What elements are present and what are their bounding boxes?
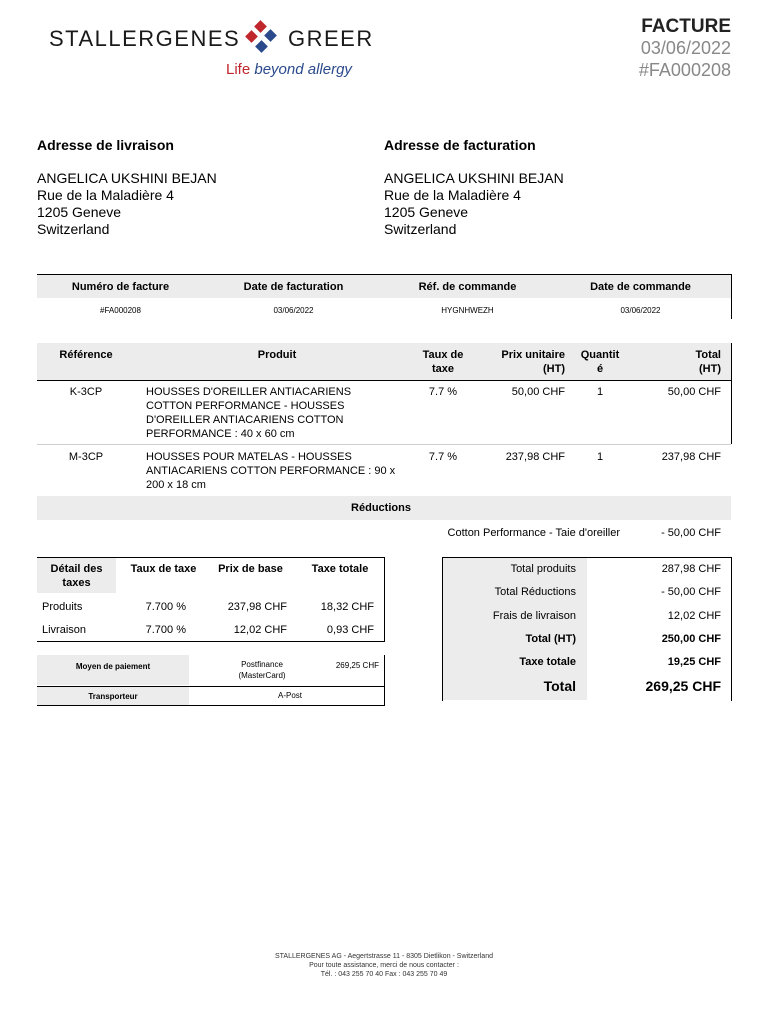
shipping-label: Frais de livraison xyxy=(492,610,576,622)
total-tax-label: Taxe totale xyxy=(519,656,576,668)
delivery-line: Rue de la Maladière 4 xyxy=(37,187,174,203)
footer-contact: Tél. : 043 255 70 40 Fax : 043 255 70 49 xyxy=(320,971,448,978)
billing-line: Rue de la Maladière 4 xyxy=(384,187,521,203)
info-value-order-date: 03/06/2022 xyxy=(620,306,661,315)
tax-row-rate: 7.700 % xyxy=(145,624,186,636)
tax-row-label: Produits xyxy=(42,601,83,613)
doc-type: FACTURE xyxy=(641,16,731,37)
info-header-order-ref: Réf. de commande xyxy=(418,281,517,293)
grand-total-value: 269,25 CHF xyxy=(645,678,721,694)
carrier-label: Transporteur xyxy=(88,692,138,701)
info-value-number: #FA000208 xyxy=(100,306,141,315)
row2-qty: 1 xyxy=(596,451,604,463)
delivery-line: 1205 Geneve xyxy=(37,204,122,220)
info-header-order-date: Date de commande xyxy=(590,281,691,293)
info-header-number: Numéro de facture xyxy=(71,281,170,293)
row2-reference: M-3CP xyxy=(68,451,104,463)
col-tax-2: taxe xyxy=(431,363,455,375)
product-line: PERFORMANCE : 40 x 60 cm xyxy=(146,428,295,440)
payment-amount: 269,25 CHF xyxy=(335,661,379,670)
total-tax-value: 19,25 CHF xyxy=(667,656,721,668)
col-total-1: Total xyxy=(695,349,721,361)
tagline-part1: Life xyxy=(226,61,251,78)
billing-title: Adresse de facturation xyxy=(384,137,536,153)
row2-total: 237,98 CHF xyxy=(661,451,721,463)
col-unit-price-2: (HT) xyxy=(543,363,565,375)
footer-assistance: Pour toute assistance, merci de nous contacter : xyxy=(309,962,459,969)
row1-total: 50,00 CHF xyxy=(667,386,721,398)
tax-header-1: Détail des xyxy=(50,563,103,575)
row1-qty: 1 xyxy=(596,386,604,398)
total-ht-value: 250,00 CHF xyxy=(661,633,721,645)
carrier-value: A-Post xyxy=(277,691,302,700)
product-line: ANTIACARIENS COTTON PERFORMANCE : 90 x xyxy=(146,465,396,477)
product-line: HOUSSES POUR MATELAS - HOUSSES xyxy=(146,451,352,463)
stallergenes-logo-icon xyxy=(245,20,285,56)
billing-line: ANGELICA UKSHINI BEJAN xyxy=(384,170,564,186)
col-reference: Référence xyxy=(59,349,113,361)
row2-tax: 7.7 % xyxy=(428,451,458,463)
col-qty-2: é xyxy=(596,363,604,375)
total-reductions-label: Total Réductions xyxy=(494,586,576,598)
delivery-line: ANGELICA UKSHINI BEJAN xyxy=(37,170,217,186)
tax-header-base: Prix de base xyxy=(218,563,283,575)
brand-name-left: STALLERGENES xyxy=(49,26,241,51)
tax-header-1b: taxes xyxy=(62,577,91,589)
tax-row-tax: 0,93 CHF xyxy=(326,624,374,636)
col-tax-1: Taux de xyxy=(422,349,464,361)
footer-address: STALLERGENES AG - Aegertstrasse 11 - 8305 Dietlikon - Switzerland xyxy=(274,953,493,960)
total-products-label: Total produits xyxy=(510,563,576,575)
grand-total-label: Total xyxy=(543,678,576,694)
billing-line: Switzerland xyxy=(384,221,457,237)
tax-row-base: 237,98 CHF xyxy=(227,601,287,613)
reduction-label: Cotton Performance - Taie d'oreiller xyxy=(447,527,620,539)
total-reductions-value: - 50,00 CHF xyxy=(661,586,721,598)
row2-unit-price: 237,98 CHF xyxy=(505,451,565,463)
row1-tax: 7.7 % xyxy=(428,386,458,398)
row1-unit-price: 50,00 CHF xyxy=(511,386,565,398)
product-line: D'OREILLER ANTIACARIENS COTTON xyxy=(146,414,344,426)
invoice-date: 03/06/2022 xyxy=(640,38,731,58)
tax-row-base: 12,02 CHF xyxy=(233,624,287,636)
reduction-amount: - 50,00 CHF xyxy=(661,527,721,539)
brand-tagline xyxy=(226,61,352,78)
info-value-invoice-date: 03/06/2022 xyxy=(273,306,314,315)
total-products-value: 287,98 CHF xyxy=(661,563,721,575)
tax-header-rate: Taux de taxe xyxy=(130,563,197,575)
total-ht-label: Total (HT) xyxy=(525,633,576,645)
payment-method-label: Moyen de paiement xyxy=(75,662,151,671)
billing-address xyxy=(384,137,564,238)
billing-line: 1205 Geneve xyxy=(384,204,469,220)
payment-method-line: Postfinance xyxy=(241,660,283,669)
delivery-title: Adresse de livraison xyxy=(37,137,174,153)
col-total-2: (HT) xyxy=(699,363,721,375)
brand-name-right: GREER xyxy=(288,26,374,51)
delivery-line: Switzerland xyxy=(37,221,110,237)
row1-product xyxy=(146,385,416,441)
payment-method-value xyxy=(196,659,328,681)
tax-row-label: Livraison xyxy=(42,624,87,636)
tax-row-tax: 18,32 CHF xyxy=(320,601,374,613)
tax-header-total: Taxe totale xyxy=(311,563,369,575)
reductions-title: Réductions xyxy=(351,502,411,514)
row1-reference: K-3CP xyxy=(69,386,103,398)
col-qty-1: Quantit xyxy=(580,349,620,361)
delivery-address xyxy=(37,137,217,238)
product-line: 200 x 18 cm xyxy=(146,479,206,491)
info-header-invoice-date: Date de facturation xyxy=(243,281,344,293)
row2-product xyxy=(146,450,426,492)
invoice-number: #FA000208 xyxy=(638,60,731,80)
info-value-order-ref: HYGNHWEZH xyxy=(441,306,494,315)
payment-method-line: (MasterCard) xyxy=(238,671,286,680)
shipping-value: 12,02 CHF xyxy=(667,610,721,622)
col-product: Produit xyxy=(257,349,297,361)
tagline-part2: beyond allergy xyxy=(254,61,352,78)
product-line: COTTON PERFORMANCE - HOUSSES xyxy=(146,400,345,412)
col-unit-price-1: Prix unitaire xyxy=(501,349,565,361)
tax-row-rate: 7.700 % xyxy=(145,601,186,613)
product-line: HOUSSES D'OREILLER ANTIACARIENS xyxy=(146,386,352,398)
